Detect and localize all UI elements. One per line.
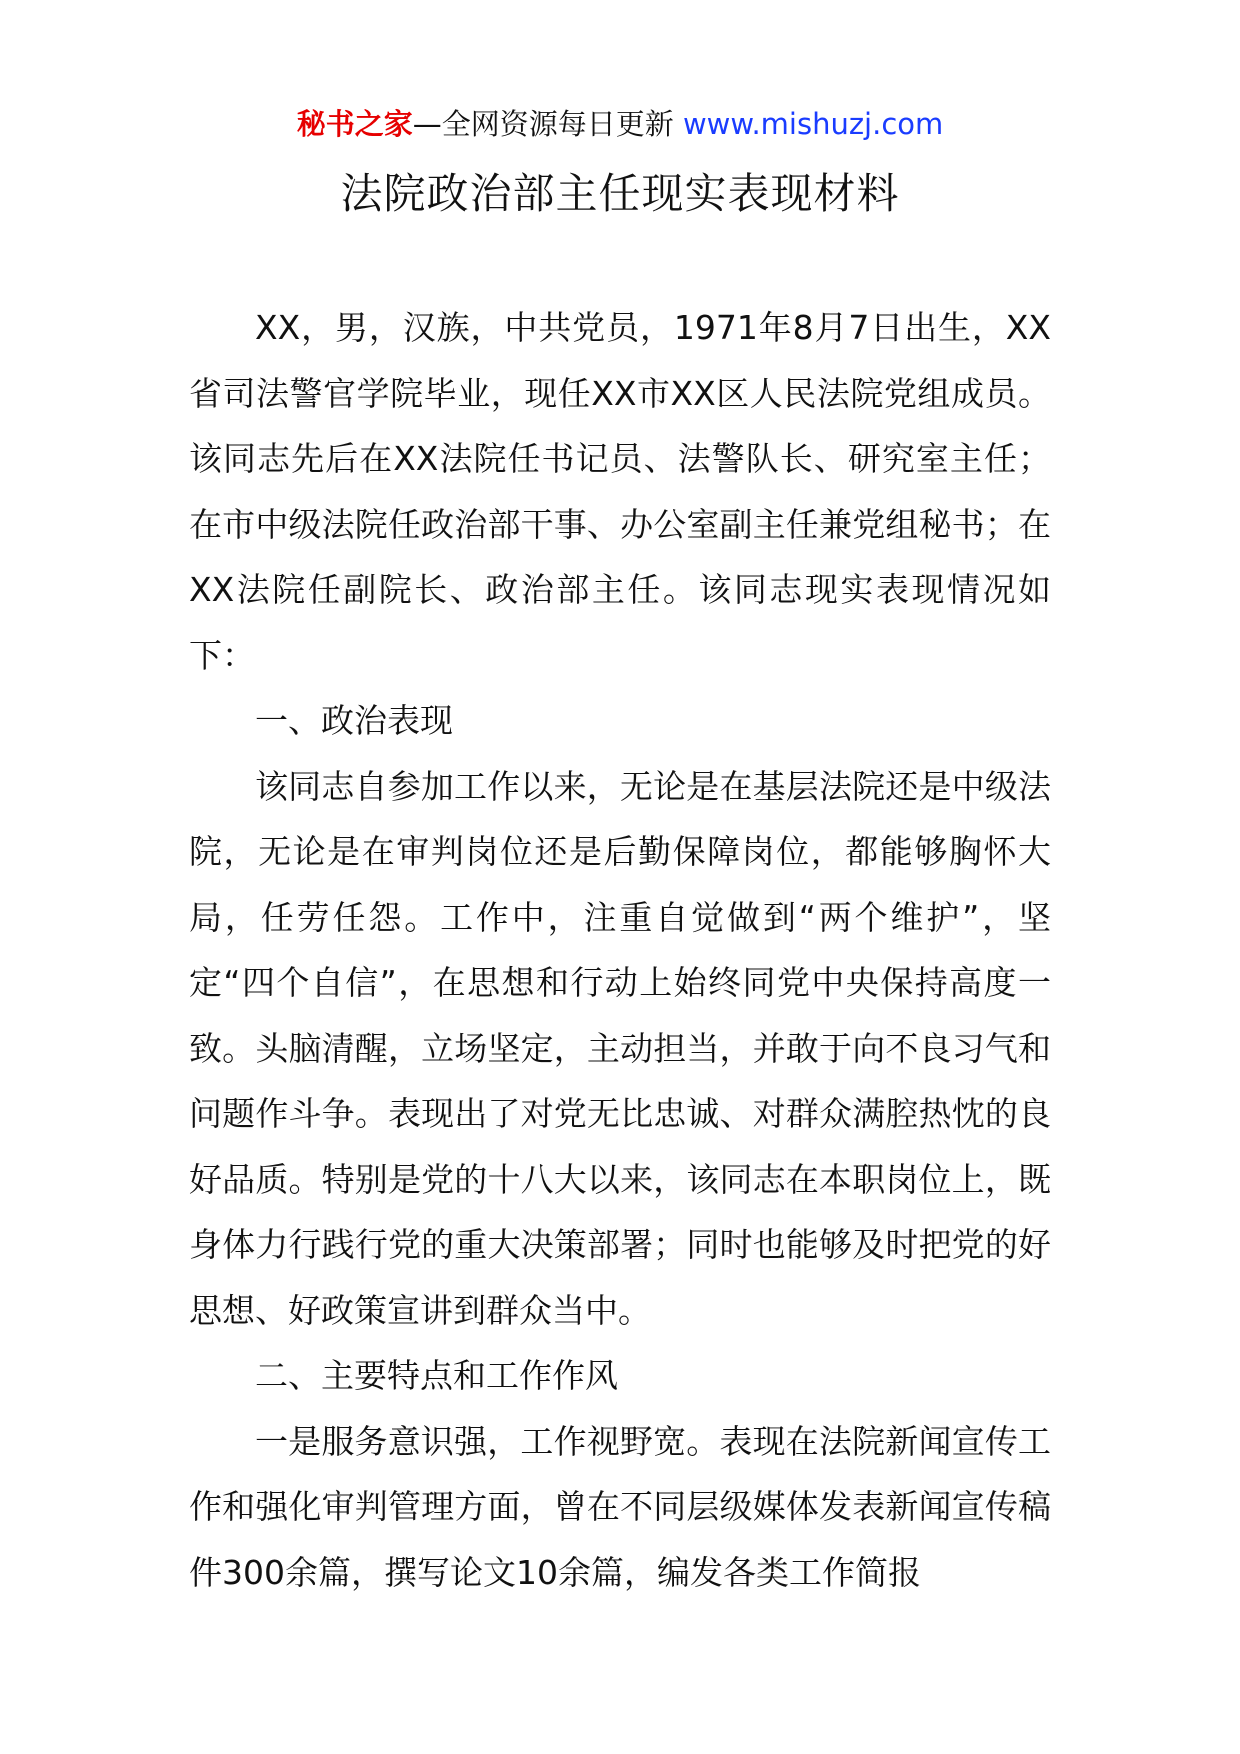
intro-paragraph: XX，男，汉族，中共党员，1971年8月7日出生，XX省司法警官学院毕业，现任XX市XX区人民法院党组成员。该同志先后在XX法院任书记员、法警队长、研究室主任；在市中级法院任政治部干事、办公室副主任兼党组秘书；在XX法院任副院长、政治部主任。该同志现实表现情况如下： [189, 308, 1051, 675]
brand-name: 秘书之家 [296, 107, 413, 141]
political-paragraph: 该同志自参加工作以来，无论是在基层法院还是中级法院，无论是在审判岗位还是后勤保障岗位，都能够胸怀大局，任劳任怨。工作中，注重自觉做到“两个维护”，坚定“四个自信”，在思想和行动上始终同党中央保持高度一致。头脑清醒，立场坚定，主动担当，并敢于向不良习气和问题作斗争。表现出了对党无比忠诚、对群众满腔热忱的良好品质。特别是党的十八大以来，该同志在本职岗位上，既身体力行践行党的重大决策部署；同时也能够及时把党的好思想、好政策宣讲到群众当中。 [189, 766, 1051, 1330]
service-paragraph: 一是服务意识强，工作视野宽。表现在法院新闻宣传工作和强化审判管理方面，曾在不同层级媒体发表新闻宣传稿件300余篇，撰写论文10余篇，编发各类工作简报 [189, 1421, 1051, 1592]
website-url: www.mishuzj.com [682, 107, 944, 141]
watermark-banner [0, 104, 1240, 144]
document-body [189, 295, 1051, 1605]
banner-tagline: —全网资源每日更新 [412, 107, 683, 141]
document-title: 法院政治部主任现实表现材料 [340, 169, 900, 218]
section-heading-political: 一、政治表现 [255, 701, 453, 740]
section-heading-style: 二、主要特点和工作作风 [255, 1356, 618, 1395]
